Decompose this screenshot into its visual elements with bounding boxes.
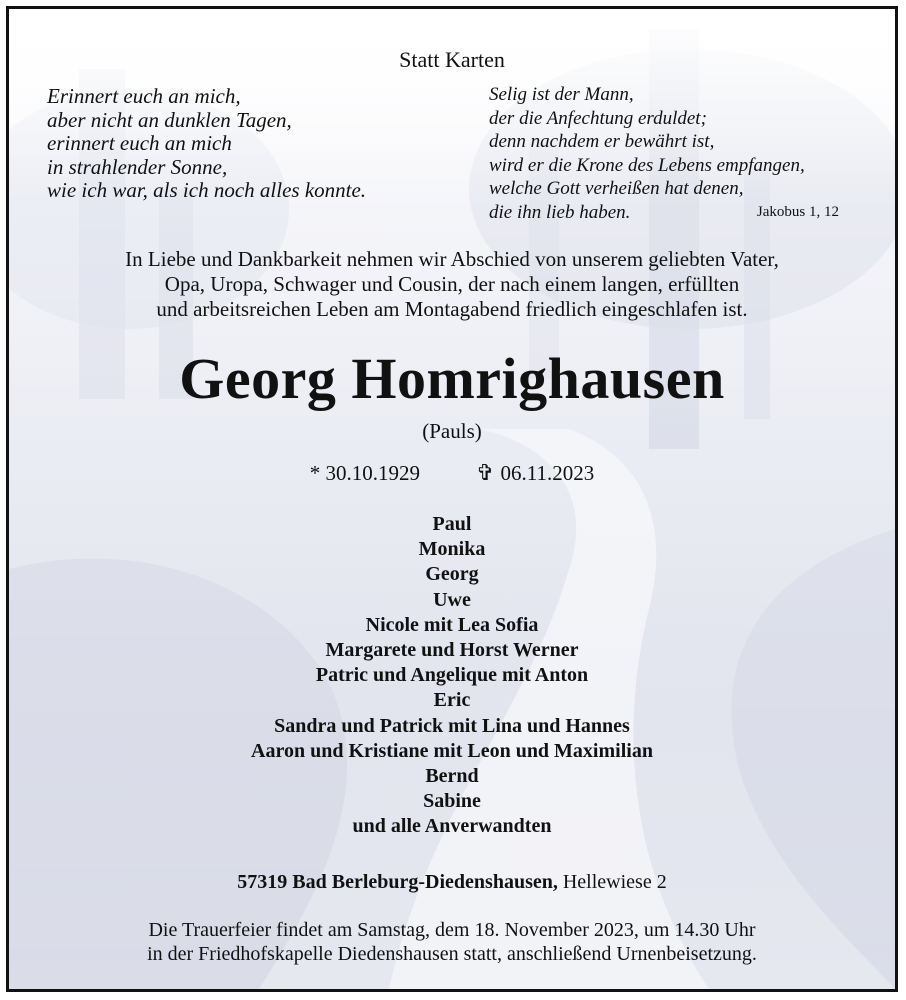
family-member: Uwe (433, 588, 471, 611)
life-dates (9, 460, 895, 486)
poem-left-line: erinnert euch an mich (47, 131, 232, 155)
family-member: Georg (425, 563, 479, 586)
poem-right-line: die ihn lieb haben. (489, 201, 631, 223)
family-member: und alle Anverwandten (352, 815, 552, 838)
funeral-line: Die Trauerfeier findet am Samstag, dem 18. November 2023, um 14.30 Uhr (148, 919, 756, 941)
family-member: Nicole mit Lea Sofia (365, 613, 539, 636)
intro-line: Opa, Uropa, Schwager und Cousin, der nach einem langen, erfüllten (164, 272, 740, 296)
poem-left-line: in strahlender Sonne, (47, 154, 228, 179)
birth-date: * 30.10.1929 (309, 460, 421, 485)
funeral-info (9, 918, 895, 966)
poem-right-line: der die Anfechtung erduldet; (489, 107, 707, 129)
poem-right-line: Selig ist der Mann, (489, 84, 634, 105)
family-member: Margarete und Horst Werner (325, 638, 579, 661)
poem-left (47, 85, 467, 203)
family-member: Monika (418, 538, 486, 561)
address (9, 871, 895, 894)
family-member: Sabine (423, 790, 481, 813)
family-member: Sandra und Patrick mit Lina und Hannes (274, 714, 630, 737)
intro-line: In Liebe und Dankbarkeit nehmen wir Abschied von unserem geliebten Vater, (125, 247, 779, 271)
family-member: Bernd (425, 764, 479, 787)
address-place: 57319 Bad Berleburg-Diedenshausen, (237, 871, 558, 893)
bible-reference: Jakobus 1, 12 (756, 203, 839, 220)
family-member: Aaron und Kristiane mit Leon und Maximilian (251, 739, 653, 762)
poem-left-line: wie ich war, als ich noch alles konnte. (47, 178, 367, 202)
intro-line: und arbeitsreichen Leben am Montagabend friedlich eingeschlafen ist. (156, 297, 748, 321)
death-date-group (476, 460, 594, 486)
family-member: Paul (432, 513, 472, 535)
deceased-nickname: (Pauls) (422, 419, 482, 443)
death-date: 06.11.2023 (500, 460, 595, 485)
poem-right (489, 83, 879, 224)
heading-statt-karten: Statt Karten (399, 47, 505, 72)
deceased-name: Georg Homrighausen (179, 346, 725, 411)
poem-left-line: aber nicht an dunklen Tagen, (47, 107, 292, 132)
poem-right-last-line (489, 201, 839, 225)
cross-icon: ✞ (476, 460, 495, 485)
funeral-line: in der Friedhofskapelle Diedenshausen statt, anschließend Urnenbeisetzung. (147, 943, 757, 965)
family-list (9, 512, 895, 839)
address-street: Hellewiese 2 (562, 871, 667, 893)
poem-right-line: denn nachdem er bewährt ist, (489, 131, 715, 152)
intro-text (9, 247, 895, 322)
poem-left-line: Erinnert euch an mich, (47, 84, 241, 108)
family-member: Patric und Angelique mit Anton (315, 664, 589, 687)
poem-right-line: wird er die Krone des Lebens empfangen, (489, 154, 805, 176)
obituary-frame (6, 6, 898, 992)
poem-right-line: welche Gott verheißen hat denen, (489, 178, 744, 199)
family-member: Eric (433, 689, 471, 712)
